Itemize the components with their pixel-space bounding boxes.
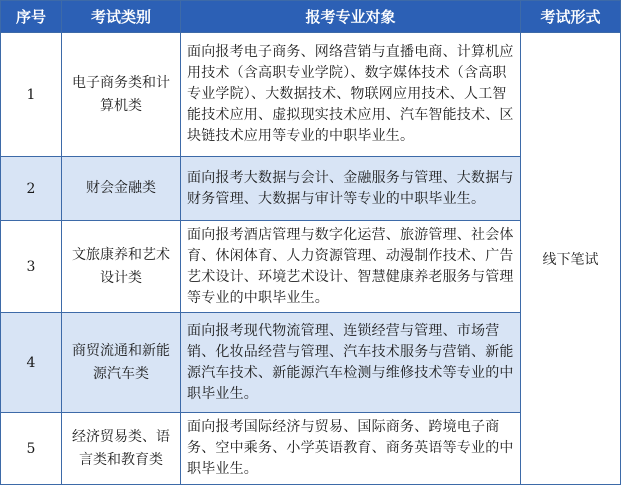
row-index: 3 [1,221,62,313]
row-category: 经济贸易类、语言类和教育类 [62,413,181,485]
header-index: 序号 [1,1,62,33]
row-category: 财会金融类 [62,157,181,221]
row-target: 面向报考大数据与会计、金融服务与管理、大数据与财务管理、大数据与审计等专业的中职毕业生。 [181,157,521,221]
row-index: 1 [1,33,62,157]
exam-format-cell: 线下笔试 [521,33,621,485]
header-category: 考试类别 [62,1,181,33]
row-target: 面向报考国际经济与贸易、国际商务、跨境电子商务、空中乘务、小学英语教育、商务英语等专业的中职毕业生。 [181,413,521,485]
row-target: 面向报考酒店管理与数字化运营、旅游管理、社会体育、休闲体育、人力资源管理、动漫制作技术、广告艺术设计、环境艺术设计、智慧健康养老服务与管理等专业的中职毕业生。 [181,221,521,313]
header-row [1,1,621,33]
table-row [1,33,621,157]
row-category: 电子商务类和计算机类 [62,33,181,157]
row-index: 5 [1,413,62,485]
header-target: 报考专业对象 [181,1,521,33]
row-index: 2 [1,157,62,221]
header-format: 考试形式 [521,1,621,33]
row-target: 面向报考电子商务、网络营销与直播电商、计算机应用技术（含高职专业学院）、数字媒体技术（含高职专业学院）、大数据技术、物联网应用技术、人工智能技术应用、虚拟现实技术应用、汽车智能技术、区块链技术应用等专业的中职毕业生。 [181,33,521,157]
row-index: 4 [1,313,62,413]
row-target: 面向报考现代物流管理、连锁经营与管理、市场营销、化妆品经营与管理、汽车技术服务与营销、新能源汽车技术、新能源汽车检测与维修技术等专业的中职毕业生。 [181,313,521,413]
row-category: 商贸流通和新能源汽车类 [62,313,181,413]
row-category: 文旅康养和艺术设计类 [62,221,181,313]
